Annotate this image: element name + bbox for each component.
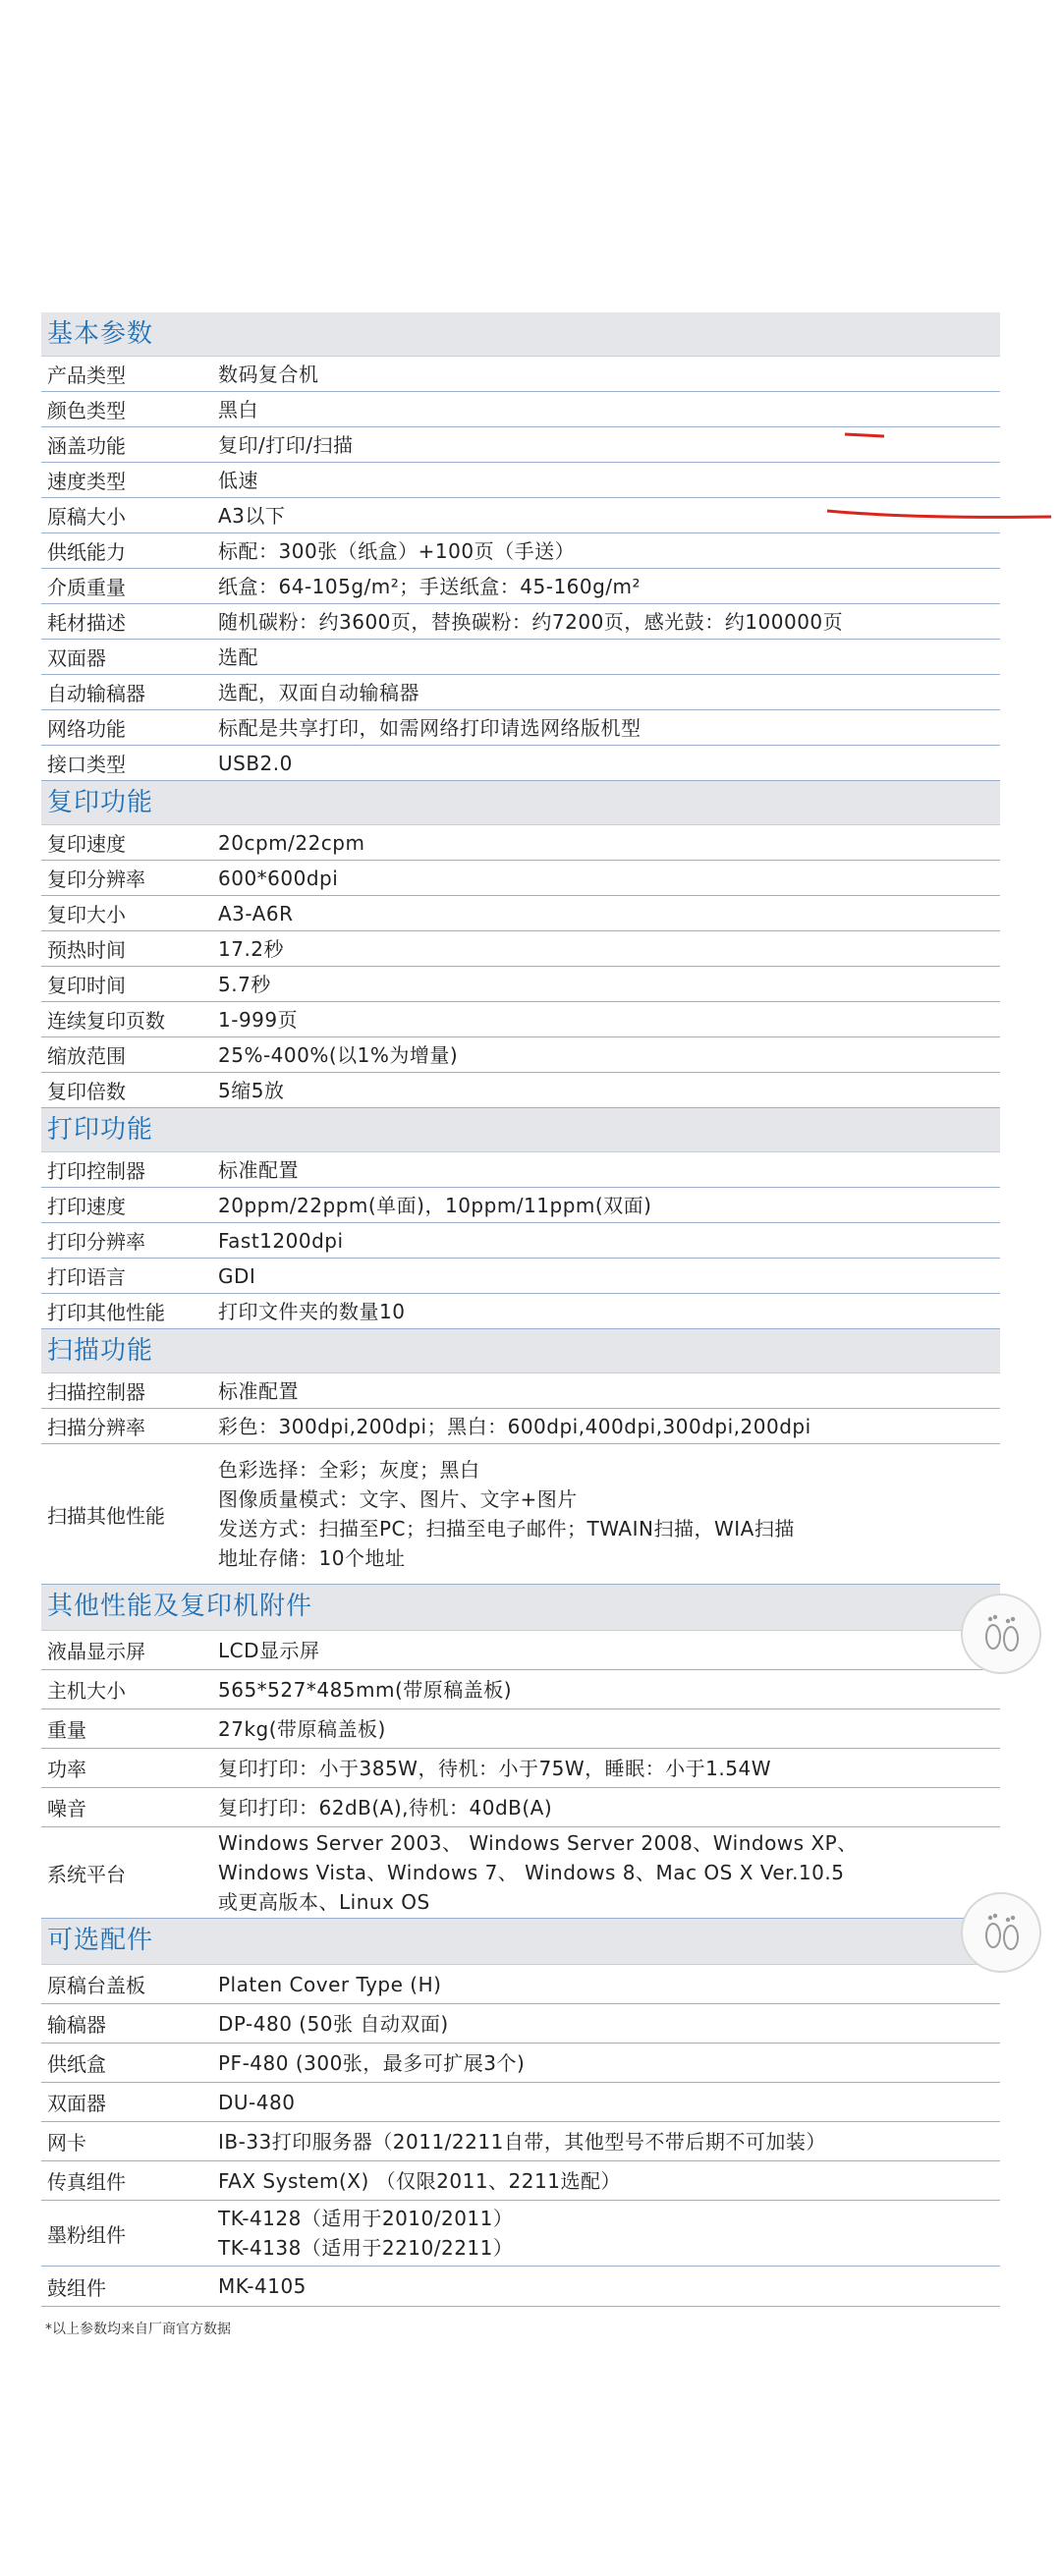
spec-label: 主机大小 bbox=[47, 1679, 126, 1703]
spec-value bbox=[208, 1223, 1000, 1258]
spec-value bbox=[208, 896, 1000, 930]
spec-value bbox=[208, 710, 1000, 745]
spec-row bbox=[41, 569, 1000, 604]
spec-row bbox=[41, 1188, 1000, 1223]
spec-row bbox=[41, 1152, 1000, 1188]
spec-row bbox=[41, 967, 1000, 1002]
spec-value bbox=[208, 1965, 1000, 2003]
section-header: 可选配件 bbox=[41, 1919, 1000, 1965]
spec-value-line: 5缩5放 bbox=[218, 1078, 285, 1102]
spec-sheet bbox=[41, 312, 1000, 2338]
spec-value-line: Fast1200dpi bbox=[218, 1228, 344, 1253]
spec-value-line: USB2.0 bbox=[218, 751, 293, 775]
spec-row bbox=[41, 1749, 1000, 1788]
spec-value-line: 数码复合机 bbox=[218, 362, 319, 386]
spec-label: 介质重量 bbox=[47, 576, 126, 599]
spec-value bbox=[208, 1002, 1000, 1036]
spec-row bbox=[41, 825, 1000, 861]
spec-label: 系统平台 bbox=[47, 1862, 126, 1886]
spec-value-line: 选配，双面自动输稿器 bbox=[218, 680, 419, 704]
spec-value-line: 复印打印：小于385W，待机：小于75W，睡眠：小于1.54W bbox=[218, 1756, 771, 1780]
spec-label: 复印倍数 bbox=[47, 1080, 126, 1103]
spec-row bbox=[41, 1073, 1000, 1108]
spec-label: 缩放范围 bbox=[47, 1044, 126, 1068]
spec-value-line: 纸盒：64-105g/m²；手送纸盒：45-160g/m² bbox=[218, 574, 642, 598]
spec-value bbox=[208, 1670, 1000, 1708]
spec-value-line: 20cpm/22cpm bbox=[218, 830, 365, 855]
spec-value-line: 色彩选择：全彩；灰度；黑白 bbox=[218, 1458, 480, 1482]
spec-label: 原稿大小 bbox=[47, 505, 126, 529]
spec-value bbox=[208, 1749, 1000, 1787]
spec-label: 复印时间 bbox=[47, 974, 126, 997]
spec-value-line: Windows Vista、Windows 7、 Windows 8、Mac OS X Ver.10.5 bbox=[218, 1861, 845, 1884]
spec-value-line: 标配：300张（纸盒）+100页（手送） bbox=[218, 538, 576, 563]
spec-value bbox=[208, 640, 1000, 674]
spec-value bbox=[208, 1409, 1000, 1443]
spec-row bbox=[41, 861, 1000, 896]
spec-row bbox=[41, 2267, 1000, 2307]
spec-value-line: IB-33打印服务器（2011/2211自带，其他型号不带后期不可加装） bbox=[218, 2129, 826, 2154]
spec-label: 自动输稿器 bbox=[47, 682, 145, 705]
spec-label: 供纸能力 bbox=[47, 540, 126, 564]
spec-label: 输稿器 bbox=[47, 2013, 106, 2037]
spec-label: 双面器 bbox=[47, 2092, 106, 2115]
spec-value-line: MK-4105 bbox=[218, 2274, 307, 2298]
spec-row bbox=[41, 1294, 1000, 1329]
spec-label: 重量 bbox=[47, 1718, 86, 1742]
spec-value-line: 565*527*485mm(带原稿盖板) bbox=[218, 1677, 513, 1702]
spec-value-line: 20ppm/22ppm(单面)，10ppm/11ppm(双面) bbox=[218, 1193, 652, 1217]
spec-row bbox=[41, 640, 1000, 675]
spec-row bbox=[41, 2004, 1000, 2044]
spec-value-line: LCD显示屏 bbox=[218, 1638, 320, 1662]
footnote: *以上参数均来自厂商官方数据 bbox=[45, 2322, 231, 2337]
spec-value-line: FAX System(X) （仅限2011、2211选配） bbox=[218, 2168, 621, 2193]
spec-row bbox=[41, 710, 1000, 746]
spec-value bbox=[208, 2122, 1000, 2160]
spec-value bbox=[208, 533, 1000, 568]
spec-value-line: TK-4138（适用于2210/2211） bbox=[218, 2236, 514, 2260]
spec-label: 速度类型 bbox=[47, 470, 126, 493]
spec-row bbox=[41, 1444, 1000, 1585]
spec-label: 网络功能 bbox=[47, 717, 126, 741]
spec-value-line: 600*600dpi bbox=[218, 866, 339, 890]
spec-value-line: 打印文件夹的数量10 bbox=[218, 1299, 406, 1323]
spec-value-line: 复印/打印/扫描 bbox=[218, 432, 354, 457]
spec-row bbox=[41, 1037, 1000, 1073]
spec-value bbox=[208, 357, 1000, 391]
spec-value-line: 复印打印：62dB(A),待机：40dB(A) bbox=[218, 1795, 553, 1820]
spec-label: 预热时间 bbox=[47, 938, 126, 962]
spec-value-line: PF-480 (300张，最多可扩展3个) bbox=[218, 2050, 526, 2075]
spec-row bbox=[41, 1373, 1000, 1409]
spec-label: 液晶显示屏 bbox=[47, 1640, 145, 1663]
spec-value bbox=[208, 1373, 1000, 1408]
spec-label: 扫描其他性能 bbox=[47, 1503, 165, 1528]
spec-value bbox=[208, 2083, 1000, 2121]
spec-label: 传真组件 bbox=[47, 2170, 126, 2194]
section-header: 扫描功能 bbox=[41, 1329, 1000, 1373]
spec-value bbox=[208, 1294, 1000, 1328]
spec-value-line: 25%-400%(以1%为增量) bbox=[218, 1042, 459, 1067]
spec-value-line: 标准配置 bbox=[218, 1157, 299, 1182]
spec-label: 颜色类型 bbox=[47, 399, 126, 422]
spec-value bbox=[208, 861, 1000, 895]
spec-label: 扫描分辨率 bbox=[47, 1416, 145, 1439]
spec-value bbox=[208, 2267, 1000, 2306]
spec-label: 噪音 bbox=[47, 1797, 86, 1820]
spec-row bbox=[41, 2044, 1000, 2083]
spec-value-line: 随机碳粉：约3600页，替换碳粉：约7200页，感光鼓：约100000页 bbox=[218, 609, 844, 634]
section-header: 打印功能 bbox=[41, 1108, 1000, 1152]
spec-label: 打印其他性能 bbox=[47, 1301, 165, 1324]
spec-value-line: 17.2秒 bbox=[218, 936, 285, 961]
spec-value-line: DU-480 bbox=[218, 2090, 296, 2114]
footprint-icon bbox=[961, 1594, 1041, 1674]
spec-label: 涵盖功能 bbox=[47, 434, 126, 458]
spec-value bbox=[208, 1259, 1000, 1293]
spec-row bbox=[41, 746, 1000, 781]
spec-row bbox=[41, 896, 1000, 931]
spec-value-line: A3-A6R bbox=[218, 901, 294, 925]
spec-value-line: 发送方式：扫描至PC；扫描至电子邮件；TWAIN扫描，WIA扫描 bbox=[218, 1517, 795, 1540]
spec-value-line: 或更高版本、Linux OS bbox=[218, 1890, 430, 1914]
spec-label: 打印语言 bbox=[47, 1265, 126, 1289]
spec-value-line: Platen Cover Type (H) bbox=[218, 1972, 442, 1996]
spec-value bbox=[208, 2004, 1000, 2043]
section-header: 其他性能及复印机附件 bbox=[41, 1585, 1000, 1631]
spec-row bbox=[41, 2122, 1000, 2161]
spec-row bbox=[41, 1827, 1000, 1919]
spec-row bbox=[41, 2161, 1000, 2201]
spec-value bbox=[208, 1152, 1000, 1187]
spec-value-line: 标配是共享打印，如需网络打印请选网络版机型 bbox=[218, 715, 642, 740]
spec-value bbox=[208, 2161, 1000, 2200]
section-header: 复印功能 bbox=[41, 781, 1000, 825]
spec-row bbox=[41, 1709, 1000, 1749]
spec-value-line: A3以下 bbox=[218, 503, 286, 528]
spec-row bbox=[41, 1409, 1000, 1444]
spec-label: 原稿台盖板 bbox=[47, 1974, 145, 1997]
spec-row bbox=[41, 1965, 1000, 2004]
spec-row bbox=[41, 1788, 1000, 1827]
spec-value bbox=[208, 1788, 1000, 1826]
footprint-icon bbox=[961, 1892, 1041, 1973]
spec-value bbox=[208, 1073, 1000, 1107]
spec-label: 网卡 bbox=[47, 2131, 86, 2155]
spec-row bbox=[41, 533, 1000, 569]
spec-value-line: 彩色：300dpi,200dpi；黑白：600dpi,400dpi,300dpi,200dpi bbox=[218, 1414, 811, 1438]
spec-value bbox=[208, 1631, 1000, 1669]
spec-value-line: 5.7秒 bbox=[218, 972, 271, 996]
spec-value bbox=[208, 604, 1000, 639]
spec-value bbox=[208, 2201, 1000, 2266]
spec-value bbox=[208, 675, 1000, 709]
spec-label: 扫描控制器 bbox=[47, 1380, 145, 1404]
red-underline-mark bbox=[825, 413, 1061, 531]
spec-label: 功率 bbox=[47, 1758, 86, 1781]
spec-value-line: 黑白 bbox=[218, 397, 258, 421]
spec-row bbox=[41, 1002, 1000, 1037]
spec-row bbox=[41, 2083, 1000, 2122]
spec-value bbox=[208, 1188, 1000, 1222]
spec-value bbox=[208, 825, 1000, 860]
spec-label: 复印速度 bbox=[47, 832, 126, 856]
spec-label: 打印速度 bbox=[47, 1195, 126, 1218]
spec-value-line: 1-999页 bbox=[218, 1007, 299, 1032]
spec-value-line: GDI bbox=[218, 1263, 256, 1288]
spec-row bbox=[41, 675, 1000, 710]
spec-value bbox=[208, 569, 1000, 603]
section-header: 基本参数 bbox=[41, 312, 1000, 357]
spec-label: 打印分辨率 bbox=[47, 1230, 145, 1254]
spec-value-line: 标准配置 bbox=[218, 1378, 299, 1403]
spec-row bbox=[41, 2201, 1000, 2267]
spec-row bbox=[41, 931, 1000, 967]
spec-value-line: DP-480 (50张 自动双面) bbox=[218, 2011, 449, 2036]
spec-label: 复印大小 bbox=[47, 903, 126, 926]
spec-label: 墨粉组件 bbox=[47, 2222, 126, 2247]
spec-label: 连续复印页数 bbox=[47, 1009, 165, 1033]
spec-value-line: Windows Server 2003、 Windows Server 2008、Windows XP、 bbox=[218, 1831, 858, 1855]
spec-row bbox=[41, 604, 1000, 640]
spec-label: 鼓组件 bbox=[47, 2275, 106, 2300]
spec-label: 双面器 bbox=[47, 646, 106, 670]
spec-label: 耗材描述 bbox=[47, 611, 126, 635]
spec-row bbox=[41, 1670, 1000, 1709]
spec-value bbox=[208, 1037, 1000, 1072]
spec-value bbox=[208, 746, 1000, 780]
spec-label: 接口类型 bbox=[47, 753, 126, 776]
spec-label: 供纸盒 bbox=[47, 2052, 106, 2076]
spec-label: 产品类型 bbox=[47, 364, 126, 387]
spec-value bbox=[208, 1709, 1000, 1748]
spec-value-line: 选配 bbox=[218, 644, 258, 669]
spec-row bbox=[41, 1631, 1000, 1670]
spec-value-line: 低速 bbox=[218, 468, 258, 492]
spec-value bbox=[208, 967, 1000, 1001]
spec-value bbox=[208, 1444, 1000, 1584]
spec-value-line: TK-4128（适用于2010/2011） bbox=[218, 2207, 514, 2230]
spec-value bbox=[208, 1827, 1000, 1918]
spec-value-line: 27kg(带原稿盖板) bbox=[218, 1716, 386, 1741]
spec-value bbox=[208, 931, 1000, 966]
spec-value bbox=[208, 2044, 1000, 2082]
spec-label: 复印分辨率 bbox=[47, 868, 145, 891]
spec-row bbox=[41, 1223, 1000, 1259]
spec-row bbox=[41, 357, 1000, 392]
spec-row bbox=[41, 1259, 1000, 1294]
spec-label: 打印控制器 bbox=[47, 1159, 145, 1183]
spec-value-line: 地址存储：10个地址 bbox=[218, 1546, 406, 1570]
spec-value-line: 图像质量模式：文字、图片、文字+图片 bbox=[218, 1487, 578, 1511]
